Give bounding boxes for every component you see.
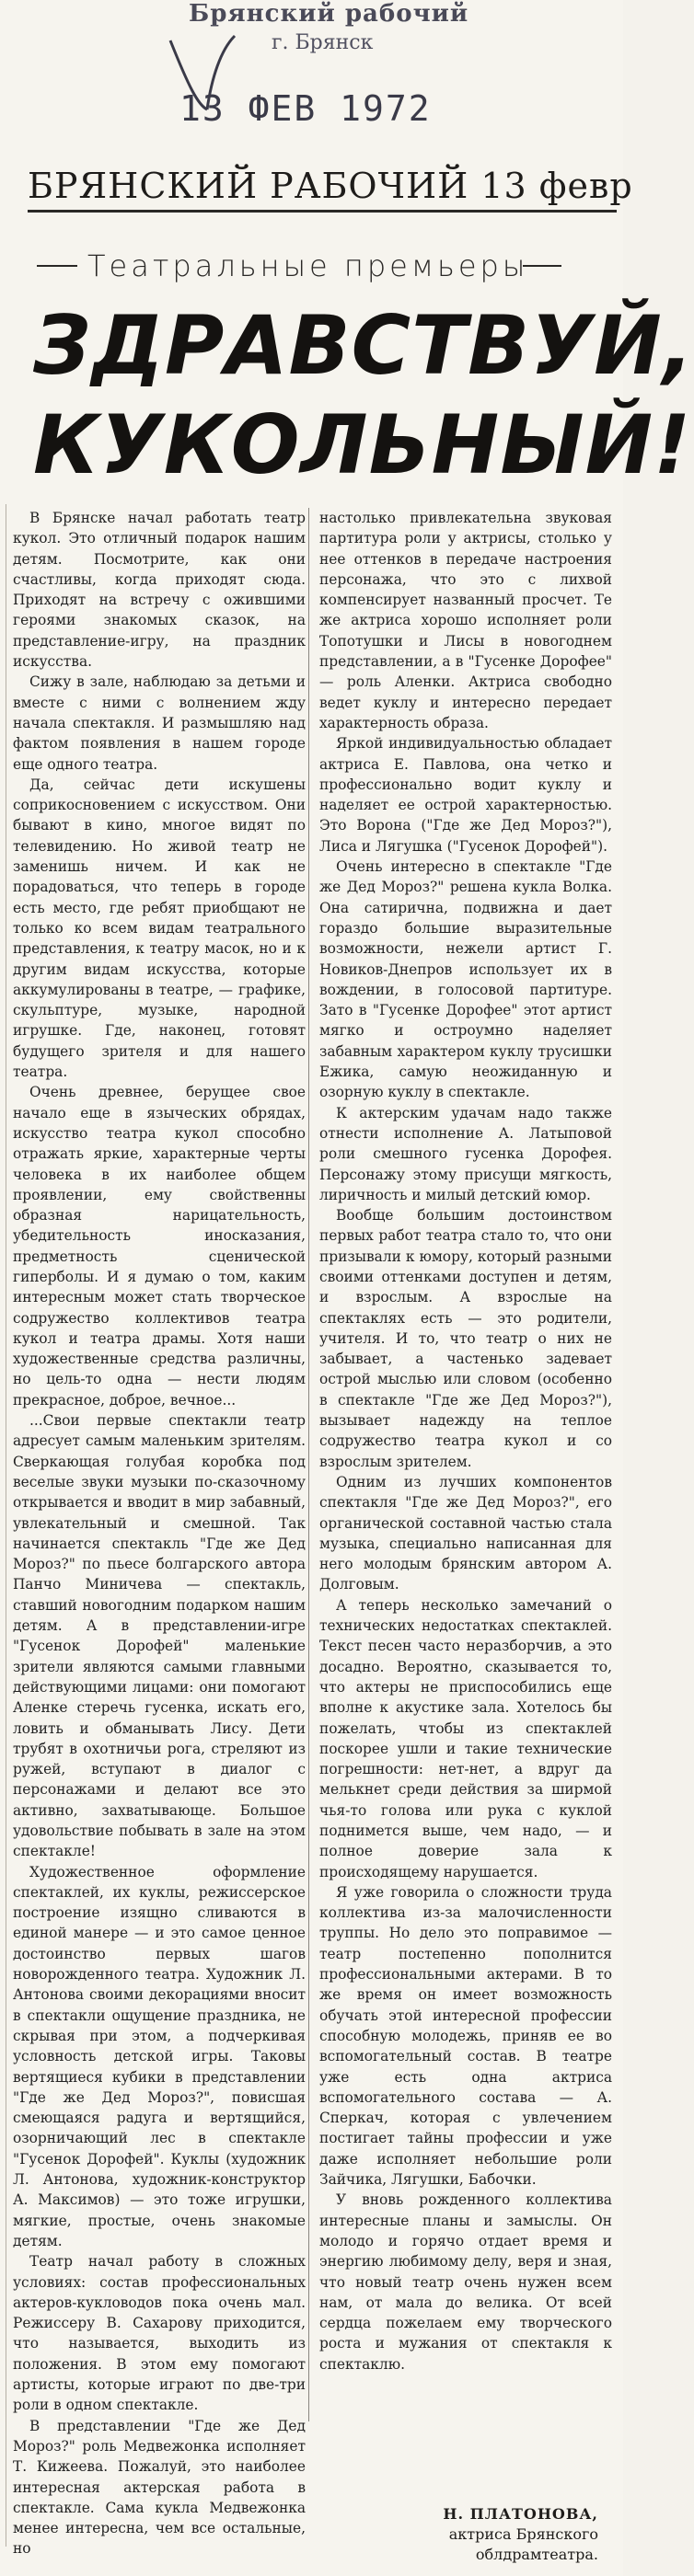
article-paragraph: настолько привлекательна звуковая партитура роли у актрисы, столько у нее оттенков в передаче настроения персонажа, что это с лихвой компенсирует названный просчет. Те же актриса хорошо исполняет роли Топотушки и Лисы в новогоднем представлении, а в "Гусенке Дорофее" — роль Аленки. Актриса свободно ведет куклу и интересно передает характерность образа. <box>319 510 612 731</box>
article-column-left <box>13 508 306 2559</box>
stamp-date: 13 ФЕВ 1972 <box>179 88 432 129</box>
article-paragraph: У вновь рожденного коллектива интересные планы и замыслы. Он молодо и горячо отдает время и энергию любимому делу, веря и зная, что новый театр очень нужен всем нам, от мала до велика. От всей сердца пожелаем ему творческого роста и мужания от спектакля к спектаклю. <box>319 2191 612 2373</box>
masthead: БРЯНСКИЙ РАБОЧИЙ 13 февр <box>28 166 617 213</box>
article-paragraph: А теперь несколько замечаний о технических недостатках спектаклей. Текст песен часто неразборчив, а это досадно. Вероятно, сказывается то, что актеры не приспособились еще вполне к акустике зала. Хотелось бы пожелать, чтобы из спектаклей поскорее ушли и такие технические погрешности: нет-нет, а вдруг да мелькнет среди действия за ширмой чья-то голова или рука с куклой поднимется выше, чем надо, — и полное доверие зала к происходящему нарушается. <box>319 1596 612 1880</box>
article-paragraph: Художественное оформление спектаклей, их куклы, режиссерское построение изящно сливаются в единой манере — и это самое ценное достоинство первых шагов новорожденного театра. Художник Л. Антонова своими декорациями вносит в спектакли ощущение праздника, не скрывая при этом, а подчеркивая условность детской игры. Таковы вертящиеся кубики в представлении "Где же Дед Мороз?", повисшая смеющаяся радуга и вертящийся, озорничающий лес в спектакле "Гусенок Дорофей". Куклы (художник Л. Антонова, художник-конструктор А. Максимов) — это тоже игрушки, мягкие, простые, очень знакомые детям. <box>13 1863 306 2249</box>
article-paragraph: Я уже говорила о сложности труда коллектива из-за малочисленности труппы. Но дело это поправимое — театр постепенно пополнится профессиональными актерами. В то же время он имеет возможность обучать этой интересной профессии способную молодежь, приняв ее во вспомогательный состав. В театре уже есть одна актриса вспомогательного состава — А. Сперкач, которая с увлечением постигает тайны профессии и уже даже исполняет небольшие роли Зайчика, Лягушки, Бабочки. <box>319 1883 612 2189</box>
article-column-right <box>319 508 612 2559</box>
stamp-newspaper-name: Брянский рабочий <box>189 0 469 28</box>
article-paragraph: Яркой индивидуальностью обладает актриса Е. Павлова, она четко и профессионально водит куклу и наделяет ее острой характерностью. Это Ворона ("Где же Дед Мороз?"), Лиса и Лягушка ("Гусенок Дорофей"). <box>319 735 612 855</box>
article-paragraph: В Брянске начал работать театр кукол. Это отличный подарок нашим детям. Посмотрите, как они счастливы, когда приходят сюда. Приходят на встречу с ожившими героями знакомых сказок, на представление-игру, на праздник искусства. <box>13 510 306 671</box>
article-paragraph: В представлении "Где же Дед Мороз?" роль Медвежонка исполняет Т. Кижеева. Пожалуй, это наиболее интересная актерская работа в спектакле. Сама кукла Медвежонка менее интересна, чем все остальные, но <box>13 2417 306 2558</box>
article-paragraph: Очень интересно в спектакле "Где же Дед Мороз?" решена кукла Волка. Она сатирична, подвижна и дает гораздо большие выразительные возможности, нежели артист Г. Новиков-Днепров использует их в вождении, в голосовой партитуре. Зато в "Гусенке Дорофее" этот артист мягко и остроумно наделяет забавным характером куклу трусишки Ежика, самую неожиданную и озорную куклу в спектакле. <box>319 858 612 1101</box>
article-paragraph: Очень древнее, берущее свое начало еще в языческих обрядах, искусство театра кукол способно отражать яркие, характерные черты человека в их наиболее общем проявлении, ему свойственны образная нарицательность, убедительность иносказания, предметность сценической гиперболы. И я думаю о том, каким интересным может стать творческое содружество коллективов театра кукол и театра драмы. Хотя наши художественные средства различны, но цель-то одна — нести людям прекрасное, доброе, вечное... <box>13 1084 306 1409</box>
article-paragraph: Вообще большим достоинством первых работ театра стало то, что они призывали к юмору, который разными своими оттенками доступен и детям, и взрослым. А взрослые на спектаклях есть — это родители, учителя. И то, что театр о них не забывает, а частенько задевает острой мыслью или словом (особенно в спектакле "Где же Дед Мороз?"), вызывает надежду на теплое содружество театра кукол и со взрослым зрителем. <box>319 1207 612 1470</box>
author-name: Н. ПЛАТОНОВА, <box>443 2505 598 2523</box>
headline-line-2: КУКОЛЬНЫЙ! <box>33 397 692 492</box>
article-paragraph: Театр начал работу в сложных условиях: состав профессиональных актеров-кукловодов пока очень мал. Режиссеру В. Сахарову приходится, что называется, выходить из положения. В этом ему помогают артисты, которые играют по две-три роли в одном спектакле. <box>13 2253 306 2414</box>
author-signature <box>423 2504 598 2565</box>
article-paragraph: Одним из лучших компонентов спектакля "Где же Дед Мороз?", его органической составной частью стала музыка, специально написанная для него молодым брянским автором А. Долговым. <box>319 1473 612 1593</box>
headline-line-1: ЗДРАВСТВУЙ, <box>33 298 694 393</box>
author-title: актриса Брянского облдрамтеатра. <box>448 2525 598 2563</box>
article-paragraph: К актерским удачам надо также отнести исполнение А. Латыповой роли смешного гусенка Дорофея. Персонажу этому присущи мягкость, лиричность и милый детский юмор. <box>319 1104 612 1203</box>
article-paragraph: Сижу в зале, наблюдаю за детьми и вместе с ними с волнением жду начала спектакля. И размышляю над фактом появления в нашем городе еще одного театра. <box>13 673 306 773</box>
headline <box>33 296 694 495</box>
archive-stamp <box>161 0 469 156</box>
rubric-title: Театральные премьеры <box>87 248 529 283</box>
column-divider <box>308 508 309 2421</box>
article-paragraph: ...Свои первые спектакли театр адресует самым маленьким зрителям. Сверкающая голубая коробка под веселые звуки музыки по-сказочному открывается и вводит в мир забавный, увлекательный и смешной. Так начинается спектакль "Где же Дед Мороз?" по пьесе болгарского автора Панчо Миничева — спектакль, ставший новогодним подарком нашим детям. А в представлении-игре "Гусенок Дорофей" маленькие зрители являются самыми главными действующими лицами: они помогают Аленке стеречь гусенка, искать его, ловить и обманывать Лису. Дети трубят в охотничьи рога, стреляют из ружей, вступают в диалог с персонажами и делают все это активно, захватывающе. Большое удовольствие побывать в зале на этом спектакле! <box>13 1412 306 1860</box>
stamp-city: г. Брянск <box>272 31 374 54</box>
article-paragraph: Да, сейчас дети искушены соприкосновением с искусством. Они бывают в кино, многое видят по телевидению. Но живой театр не заменишь ничем. И как не порадоваться, что теперь в городе есть место, где ребят приобщают не только ко всем видам театрального представления, к театру масок, но и к другим видам искусства, которые аккумулированы в театре, — графике, скульптуре, музыке, народной игрушке. Где, наконец, готовят будущего зрителя и для нашего театра. <box>13 776 306 1081</box>
